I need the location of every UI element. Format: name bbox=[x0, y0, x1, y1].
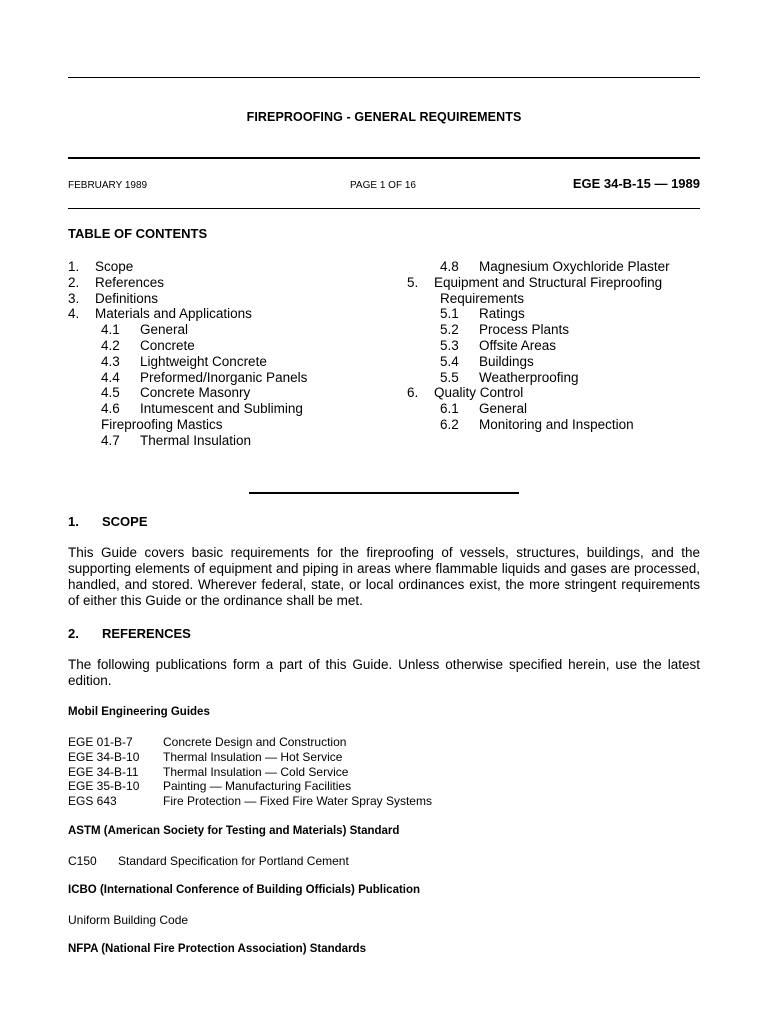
reference-item bbox=[68, 735, 432, 750]
section-divider bbox=[249, 492, 519, 494]
toc-entry-number: 4.6 bbox=[101, 401, 120, 417]
astm-heading: ASTM (American Society for Testing and Materials) Standard bbox=[68, 825, 400, 837]
reference-code: EGE 34-B-10 bbox=[68, 749, 140, 764]
toc-entry-number: 5.4 bbox=[440, 353, 459, 369]
document-page bbox=[68, 0, 700, 1024]
toc-entry-label: Process Plants bbox=[479, 322, 570, 338]
toc-entry-label: Quality Control bbox=[434, 385, 524, 401]
toc-entry bbox=[407, 306, 670, 322]
toc-entry bbox=[68, 259, 307, 275]
toc-entry-number: 2. bbox=[68, 274, 80, 290]
icbo-heading: ICBO (International Conference of Building Officials) Publication bbox=[68, 884, 421, 896]
toc-entry bbox=[68, 401, 307, 417]
toc-entry-number: 5.2 bbox=[440, 322, 459, 338]
toc-entry-label: General bbox=[140, 322, 189, 338]
toc-entry-label: Fireproofing Mastics bbox=[101, 416, 223, 432]
toc-entry bbox=[407, 322, 670, 338]
reference-title: Concrete Design and Construction bbox=[163, 735, 347, 749]
mobil-guides-heading: Mobil Engineering Guides bbox=[68, 706, 210, 718]
toc-entry-label: Thermal Insulation bbox=[140, 432, 252, 448]
toc-entry-number: 6. bbox=[407, 385, 419, 401]
toc-entry-number: 4.7 bbox=[101, 432, 120, 448]
toc-entry bbox=[68, 306, 307, 322]
toc-entry bbox=[68, 275, 307, 291]
toc-entry-label: Materials and Applications bbox=[95, 306, 252, 322]
astm-item bbox=[68, 854, 349, 868]
toc-entry-label: Requirements bbox=[440, 290, 525, 306]
toc-entry bbox=[407, 275, 670, 291]
toc-entry bbox=[68, 370, 307, 386]
toc-entry-label: Equipment and Structural Fireproofing bbox=[434, 274, 663, 290]
reference-title: Fire Protection — Fixed Fire Water Spray Systems bbox=[163, 794, 432, 809]
toc-entry-label: Offsite Areas bbox=[479, 337, 557, 353]
toc-entry bbox=[68, 291, 307, 307]
section-number: 1. bbox=[68, 514, 79, 529]
nfpa-heading: NFPA (National Fire Protection Association) Standards bbox=[68, 943, 366, 955]
toc-right-column bbox=[407, 259, 670, 433]
toc-entry-number: 4.3 bbox=[101, 353, 120, 369]
toc-entry-number: 5.5 bbox=[440, 369, 459, 385]
toc-entry-label: Lightweight Concrete bbox=[140, 353, 267, 369]
toc-entry-number: 1. bbox=[68, 259, 80, 274]
reference-code: EGE 01-B-7 bbox=[68, 735, 133, 749]
toc-entry-label: References bbox=[95, 274, 165, 290]
toc-entry-number: 4.8 bbox=[440, 259, 459, 274]
reference-code: EGS 643 bbox=[68, 794, 117, 809]
reference-title: Thermal Insulation — Hot Service bbox=[163, 749, 343, 764]
toc-entry-number: 5. bbox=[407, 274, 419, 290]
toc-entry-number: 5.1 bbox=[440, 306, 459, 322]
document-code: EGE 34-B-15 — 1989 bbox=[572, 176, 700, 191]
toc-entry-label: Preformed/Inorganic Panels bbox=[140, 369, 308, 385]
toc-entry-label: Buildings bbox=[479, 353, 534, 369]
toc-entry-label: Monitoring and Inspection bbox=[479, 416, 634, 432]
toc-entry-number: 4.2 bbox=[101, 337, 120, 353]
toc-entry bbox=[68, 322, 307, 338]
toc-entry-number: 4.5 bbox=[101, 385, 120, 401]
reference-item bbox=[68, 779, 432, 794]
toc-entry-label: Concrete Masonry bbox=[140, 385, 251, 401]
reference-item bbox=[68, 794, 432, 809]
toc-entry-label: Ratings bbox=[479, 306, 525, 322]
header-rule-bottom bbox=[68, 208, 700, 209]
section-heading-references bbox=[68, 626, 191, 641]
reference-item bbox=[68, 750, 432, 765]
section-number: 2. bbox=[68, 626, 79, 641]
toc-entry bbox=[68, 385, 307, 401]
toc-entry-label: Intumescent and Subliming bbox=[140, 401, 303, 417]
reference-code: EGE 35-B-10 bbox=[68, 779, 140, 794]
toc-entry bbox=[407, 401, 670, 417]
toc-entry-label: Weatherproofing bbox=[479, 369, 579, 385]
reference-item bbox=[68, 765, 432, 780]
toc-entry-label: General bbox=[479, 401, 528, 417]
mobil-guides-list bbox=[68, 735, 432, 809]
section-title: SCOPE bbox=[102, 514, 148, 529]
toc-entry bbox=[68, 417, 307, 433]
reference-title: Painting — Manufacturing Facilities bbox=[163, 779, 352, 794]
toc-entry-number: 5.3 bbox=[440, 337, 459, 353]
section-title: REFERENCES bbox=[102, 626, 191, 641]
page-number: PAGE 1 OF 16 bbox=[350, 180, 416, 191]
section-heading-scope bbox=[68, 514, 148, 529]
toc-entry-number: 3. bbox=[68, 290, 80, 306]
reference-code: EGE 34-B-11 bbox=[68, 764, 139, 779]
astm-title: Standard Specification for Portland Cement bbox=[118, 854, 349, 868]
toc-entry bbox=[407, 417, 670, 433]
toc-left-column bbox=[68, 259, 307, 449]
toc-entry-label: Definitions bbox=[95, 290, 159, 306]
toc-entry bbox=[68, 433, 307, 449]
toc-entry-label: Concrete bbox=[140, 337, 195, 353]
toc-entry bbox=[407, 385, 670, 401]
toc-heading: TABLE OF CONTENTS bbox=[68, 226, 208, 241]
document-title: FIREPROOFING - GENERAL REQUIREMENTS bbox=[246, 110, 522, 124]
references-paragraph: The following publications form a part of this Guide. Unless otherwise specified herein, use the latest edition. bbox=[68, 657, 700, 688]
header-rule-top bbox=[68, 157, 700, 159]
toc-entry bbox=[68, 338, 307, 354]
toc-entry bbox=[407, 259, 670, 275]
toc-entry bbox=[407, 370, 670, 386]
toc-entry bbox=[407, 291, 670, 307]
scope-paragraph: This Guide covers basic requirements for the fireproofing of vessels, structures, buildings, and the supporting elements of equipment and piping in areas where flammable liquids and gases are processed, handled, and stored. Wherever federal, state, or local ordinances exist, the more stringent requirements of either this Guide or the ordinance shall be met. bbox=[68, 545, 700, 608]
toc-entry-number: 4. bbox=[68, 306, 80, 322]
toc-entry bbox=[407, 354, 670, 370]
icbo-item: Uniform Building Code bbox=[68, 913, 189, 927]
toc-entry-label: Magnesium Oxychloride Plaster bbox=[479, 259, 670, 274]
toc-entry bbox=[407, 338, 670, 354]
astm-code: C150 bbox=[68, 854, 97, 868]
top-rule bbox=[68, 77, 700, 78]
toc-entry-number: 4.1 bbox=[101, 322, 120, 338]
toc-entry-number: 6.2 bbox=[440, 416, 459, 432]
reference-title: Thermal Insulation — Cold Service bbox=[163, 764, 349, 779]
toc-entry-number: 6.1 bbox=[440, 401, 459, 417]
toc-entry bbox=[68, 354, 307, 370]
toc-entry-number: 4.4 bbox=[101, 369, 120, 385]
document-date: FEBRUARY 1989 bbox=[68, 180, 148, 191]
toc-entry-label: Scope bbox=[95, 259, 134, 274]
